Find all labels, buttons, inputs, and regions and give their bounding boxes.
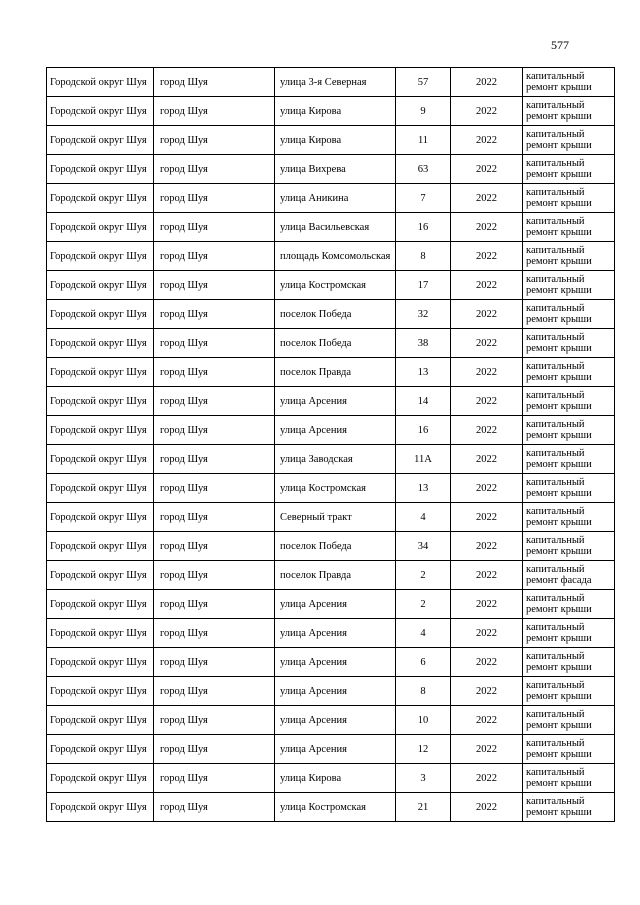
okrug-cell: Городской округ Шуя xyxy=(47,445,154,474)
year-cell: 2022 xyxy=(451,126,523,155)
street-cell: улица Вихрева xyxy=(275,155,396,184)
gorod-cell: город Шуя xyxy=(154,619,275,648)
street-cell: улица Арсения xyxy=(275,677,396,706)
okrug-cell: Городской округ Шуя xyxy=(47,329,154,358)
year-cell: 2022 xyxy=(451,503,523,532)
okrug-cell: Городской округ Шуя xyxy=(47,677,154,706)
house-number-cell: 4 xyxy=(396,619,451,648)
house-number-cell: 13 xyxy=(396,474,451,503)
street-cell: улица Арсения xyxy=(275,706,396,735)
records-table-body xyxy=(47,68,615,822)
street-cell: улица Арсения xyxy=(275,387,396,416)
work-type-cell: капитальный ремонт крыши xyxy=(523,97,615,126)
house-number-cell: 9 xyxy=(396,97,451,126)
house-number-cell: 3 xyxy=(396,764,451,793)
work-type-cell: капитальный ремонт крыши xyxy=(523,706,615,735)
okrug-cell: Городской округ Шуя xyxy=(47,97,154,126)
work-type-cell: капитальный ремонт крыши xyxy=(523,735,615,764)
work-type-cell: капитальный ремонт крыши xyxy=(523,68,615,97)
house-number-cell: 12 xyxy=(396,735,451,764)
work-type-cell: капитальный ремонт крыши xyxy=(523,271,615,300)
year-cell: 2022 xyxy=(451,445,523,474)
work-type-cell: капитальный ремонт крыши xyxy=(523,474,615,503)
house-number-cell: 10 xyxy=(396,706,451,735)
table-row xyxy=(47,648,615,677)
gorod-cell: город Шуя xyxy=(154,155,275,184)
okrug-cell: Городской округ Шуя xyxy=(47,213,154,242)
okrug-cell: Городской округ Шуя xyxy=(47,155,154,184)
okrug-cell: Городской округ Шуя xyxy=(47,68,154,97)
work-type-cell: капитальный ремонт крыши xyxy=(523,619,615,648)
gorod-cell: город Шуя xyxy=(154,706,275,735)
work-type-cell: капитальный ремонт крыши xyxy=(523,242,615,271)
street-cell: улица Кирова xyxy=(275,126,396,155)
work-type-cell: капитальный ремонт крыши xyxy=(523,329,615,358)
street-cell: улица Арсения xyxy=(275,619,396,648)
work-type-cell: капитальный ремонт крыши xyxy=(523,358,615,387)
house-number-cell: 16 xyxy=(396,416,451,445)
okrug-cell: Городской округ Шуя xyxy=(47,416,154,445)
house-number-cell: 21 xyxy=(396,793,451,822)
table-row xyxy=(47,329,615,358)
work-type-cell: капитальный ремонт крыши xyxy=(523,184,615,213)
year-cell: 2022 xyxy=(451,213,523,242)
table-row xyxy=(47,97,615,126)
table-row xyxy=(47,474,615,503)
table-row xyxy=(47,706,615,735)
work-type-cell: капитальный ремонт крыши xyxy=(523,590,615,619)
okrug-cell: Городской округ Шуя xyxy=(47,532,154,561)
gorod-cell: город Шуя xyxy=(154,97,275,126)
okrug-cell: Городской округ Шуя xyxy=(47,387,154,416)
okrug-cell: Городской округ Шуя xyxy=(47,126,154,155)
table-row xyxy=(47,213,615,242)
street-cell: улица Костромская xyxy=(275,271,396,300)
house-number-cell: 34 xyxy=(396,532,451,561)
table-row xyxy=(47,387,615,416)
year-cell: 2022 xyxy=(451,242,523,271)
okrug-cell: Городской округ Шуя xyxy=(47,300,154,329)
year-cell: 2022 xyxy=(451,358,523,387)
table-row xyxy=(47,126,615,155)
house-number-cell: 17 xyxy=(396,271,451,300)
street-cell: улица Аникина xyxy=(275,184,396,213)
work-type-cell: капитальный ремонт крыши xyxy=(523,155,615,184)
table-row xyxy=(47,793,615,822)
year-cell: 2022 xyxy=(451,561,523,590)
gorod-cell: город Шуя xyxy=(154,648,275,677)
house-number-cell: 63 xyxy=(396,155,451,184)
table-row xyxy=(47,619,615,648)
street-cell: улица Кирова xyxy=(275,764,396,793)
year-cell: 2022 xyxy=(451,416,523,445)
house-number-cell: 38 xyxy=(396,329,451,358)
year-cell: 2022 xyxy=(451,619,523,648)
gorod-cell: город Шуя xyxy=(154,213,275,242)
street-cell: улица Костромская xyxy=(275,474,396,503)
gorod-cell: город Шуя xyxy=(154,184,275,213)
street-cell: поселок Правда xyxy=(275,561,396,590)
street-cell: площадь Комсомольская xyxy=(275,242,396,271)
street-cell: улица Кирова xyxy=(275,97,396,126)
year-cell: 2022 xyxy=(451,68,523,97)
year-cell: 2022 xyxy=(451,474,523,503)
work-type-cell: капитальный ремонт крыши xyxy=(523,793,615,822)
year-cell: 2022 xyxy=(451,271,523,300)
table-row xyxy=(47,445,615,474)
house-number-cell: 8 xyxy=(396,242,451,271)
gorod-cell: город Шуя xyxy=(154,503,275,532)
house-number-cell: 14 xyxy=(396,387,451,416)
gorod-cell: город Шуя xyxy=(154,735,275,764)
year-cell: 2022 xyxy=(451,97,523,126)
okrug-cell: Городской округ Шуя xyxy=(47,590,154,619)
gorod-cell: город Шуя xyxy=(154,793,275,822)
okrug-cell: Городской округ Шуя xyxy=(47,793,154,822)
table-row xyxy=(47,561,615,590)
okrug-cell: Городской округ Шуя xyxy=(47,184,154,213)
work-type-cell: капитальный ремонт крыши xyxy=(523,764,615,793)
okrug-cell: Городской округ Шуя xyxy=(47,706,154,735)
page-number: 577 xyxy=(551,38,569,52)
work-type-cell: капитальный ремонт крыши xyxy=(523,126,615,155)
okrug-cell: Городской округ Шуя xyxy=(47,619,154,648)
house-number-cell: 7 xyxy=(396,184,451,213)
street-cell: улица Арсения xyxy=(275,590,396,619)
table-row xyxy=(47,416,615,445)
work-type-cell: капитальный ремонт крыши xyxy=(523,445,615,474)
house-number-cell: 11А xyxy=(396,445,451,474)
house-number-cell: 16 xyxy=(396,213,451,242)
okrug-cell: Городской округ Шуя xyxy=(47,503,154,532)
okrug-cell: Городской округ Шуя xyxy=(47,735,154,764)
okrug-cell: Городской округ Шуя xyxy=(47,242,154,271)
year-cell: 2022 xyxy=(451,184,523,213)
street-cell: улица Костромская xyxy=(275,793,396,822)
gorod-cell: город Шуя xyxy=(154,532,275,561)
street-cell: улица 3-я Северная xyxy=(275,68,396,97)
street-cell: поселок Правда xyxy=(275,358,396,387)
street-cell: поселок Победа xyxy=(275,532,396,561)
street-cell: поселок Победа xyxy=(275,329,396,358)
house-number-cell: 2 xyxy=(396,561,451,590)
year-cell: 2022 xyxy=(451,677,523,706)
table-row xyxy=(47,532,615,561)
table-row xyxy=(47,503,615,532)
house-number-cell: 32 xyxy=(396,300,451,329)
street-cell: улица Арсения xyxy=(275,648,396,677)
house-number-cell: 4 xyxy=(396,503,451,532)
table-row xyxy=(47,184,615,213)
year-cell: 2022 xyxy=(451,590,523,619)
work-type-cell: капитальный ремонт крыши xyxy=(523,416,615,445)
gorod-cell: город Шуя xyxy=(154,300,275,329)
work-type-cell: капитальный ремонт крыши xyxy=(523,532,615,561)
house-number-cell: 2 xyxy=(396,590,451,619)
table-row xyxy=(47,68,615,97)
work-type-cell: капитальный ремонт крыши xyxy=(523,648,615,677)
year-cell: 2022 xyxy=(451,155,523,184)
year-cell: 2022 xyxy=(451,764,523,793)
gorod-cell: город Шуя xyxy=(154,416,275,445)
street-cell: Северный тракт xyxy=(275,503,396,532)
table-row xyxy=(47,358,615,387)
street-cell: улица Арсения xyxy=(275,416,396,445)
okrug-cell: Городской округ Шуя xyxy=(47,271,154,300)
gorod-cell: город Шуя xyxy=(154,329,275,358)
table-row xyxy=(47,735,615,764)
work-type-cell: капитальный ремонт крыши xyxy=(523,503,615,532)
okrug-cell: Городской округ Шуя xyxy=(47,474,154,503)
year-cell: 2022 xyxy=(451,793,523,822)
work-type-cell: капитальный ремонт крыши xyxy=(523,300,615,329)
table-row xyxy=(47,242,615,271)
street-cell: поселок Победа xyxy=(275,300,396,329)
gorod-cell: город Шуя xyxy=(154,242,275,271)
street-cell: улица Васильевская xyxy=(275,213,396,242)
records-table xyxy=(46,67,615,822)
year-cell: 2022 xyxy=(451,735,523,764)
table-row xyxy=(47,155,615,184)
gorod-cell: город Шуя xyxy=(154,677,275,706)
table-row xyxy=(47,590,615,619)
year-cell: 2022 xyxy=(451,706,523,735)
work-type-cell: капитальный ремонт крыши xyxy=(523,677,615,706)
gorod-cell: город Шуя xyxy=(154,68,275,97)
gorod-cell: город Шуя xyxy=(154,474,275,503)
year-cell: 2022 xyxy=(451,532,523,561)
house-number-cell: 57 xyxy=(396,68,451,97)
gorod-cell: город Шуя xyxy=(154,445,275,474)
okrug-cell: Городской округ Шуя xyxy=(47,561,154,590)
year-cell: 2022 xyxy=(451,300,523,329)
work-type-cell: капитальный ремонт крыши xyxy=(523,213,615,242)
table-row xyxy=(47,300,615,329)
street-cell: улица Заводская xyxy=(275,445,396,474)
table-row xyxy=(47,764,615,793)
house-number-cell: 8 xyxy=(396,677,451,706)
year-cell: 2022 xyxy=(451,387,523,416)
table-row xyxy=(47,271,615,300)
gorod-cell: город Шуя xyxy=(154,561,275,590)
street-cell: улица Арсения xyxy=(275,735,396,764)
house-number-cell: 13 xyxy=(396,358,451,387)
year-cell: 2022 xyxy=(451,329,523,358)
table-row xyxy=(47,677,615,706)
house-number-cell: 11 xyxy=(396,126,451,155)
gorod-cell: город Шуя xyxy=(154,126,275,155)
okrug-cell: Городской округ Шуя xyxy=(47,764,154,793)
okrug-cell: Городской округ Шуя xyxy=(47,648,154,677)
gorod-cell: город Шуя xyxy=(154,358,275,387)
gorod-cell: город Шуя xyxy=(154,590,275,619)
gorod-cell: город Шуя xyxy=(154,764,275,793)
work-type-cell: капитальный ремонт фасада xyxy=(523,561,615,590)
work-type-cell: капитальный ремонт крыши xyxy=(523,387,615,416)
year-cell: 2022 xyxy=(451,648,523,677)
okrug-cell: Городской округ Шуя xyxy=(47,358,154,387)
gorod-cell: город Шуя xyxy=(154,271,275,300)
gorod-cell: город Шуя xyxy=(154,387,275,416)
house-number-cell: 6 xyxy=(396,648,451,677)
